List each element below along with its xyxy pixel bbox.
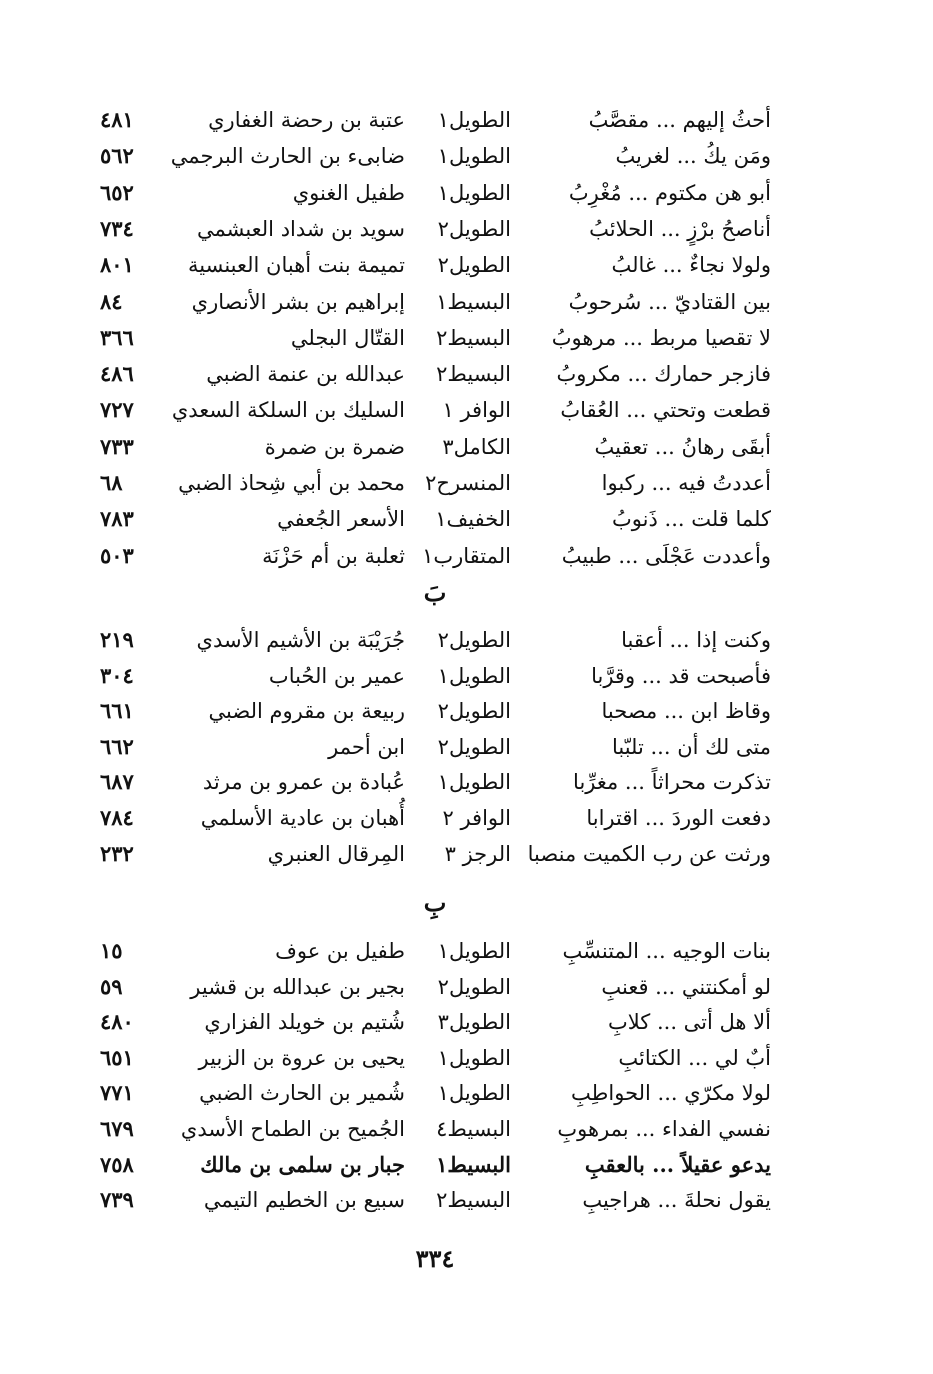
index-row — [0, 175, 933, 211]
page-reference: ٤٨٦ — [100, 361, 134, 387]
poet-name: يحيى بن عروة بن الزبير — [198, 1045, 405, 1070]
poet-name: ابن أحمر — [328, 734, 405, 759]
verse-incipit: تذكرت محراثاً ... مغرِّبا — [573, 770, 771, 795]
index-row — [0, 1075, 933, 1111]
verse-incipit: وأعددت عَجْلَى ... طبيبُ — [561, 543, 771, 568]
poet-name: ربيعة بن مقروم الضبي — [208, 699, 405, 724]
index-row — [0, 764, 933, 800]
page-reference: ١٥ — [100, 938, 123, 963]
meter-label: البسيط٢ — [436, 362, 511, 387]
index-row — [0, 138, 933, 174]
poet-name: عمير بن الحُباب — [268, 663, 405, 688]
index-row — [0, 969, 933, 1005]
meter-label: الرجز ٣ — [444, 841, 511, 866]
index-row — [0, 693, 933, 729]
page-reference: ٨٠١ — [100, 252, 134, 278]
verse-incipit: وكنت إذا ... أعقبا — [621, 628, 771, 652]
meter-label: الطويل١ — [437, 180, 511, 205]
page-reference: ٧٣٣ — [100, 433, 134, 459]
meter-label: الطويل٢ — [437, 974, 511, 999]
verse-incipit: بين القتاديّ ... سُرحوبُ — [568, 289, 771, 314]
poet-name: جبار بن سلمى بن مالك — [200, 1151, 405, 1177]
meter-label: الطويل٢ — [437, 734, 511, 759]
meter-label: الطويل١ — [437, 770, 511, 795]
meter-label: الوافر ٢ — [442, 806, 511, 830]
poet-name: شُتيم بن خويلد الفزاري — [204, 1010, 405, 1035]
verse-incipit: ورثت عن رب الكميت منصبا — [527, 841, 771, 866]
meter-label: الطويل١ — [437, 1081, 511, 1106]
index-row — [0, 658, 933, 694]
verse-incipit: فأصبحت قد ... وقرَّبا — [591, 663, 771, 688]
poet-name: محمد بن أبي شِحاذ الضبي — [178, 471, 405, 495]
index-row — [0, 320, 933, 356]
page-reference: ٣٦٦ — [100, 324, 134, 350]
verse-incipit: ولولا نجاءٌ ... غالبُ — [611, 253, 771, 278]
page-reference: ٢١٩ — [100, 627, 134, 652]
meter-label: الطويل٣ — [437, 1010, 511, 1035]
index-row — [0, 1004, 933, 1040]
poet-name: شُمير بن الحارث الضبي — [199, 1081, 405, 1106]
verse-incipit: أناصحُ برْزٍ ... الحلائبُ — [589, 216, 771, 241]
page-reference: ٧٢٧ — [100, 397, 134, 423]
verse-incipit: لا تقصيا مربط ... مرهوبُ — [551, 325, 771, 350]
index-row — [0, 933, 933, 969]
verse-incipit: أبقَى رهانُ ... تعقيبُ — [594, 434, 771, 459]
meter-label: الطويل١ — [437, 144, 511, 169]
poet-name: عتبة بن رحضة الغفاري — [208, 108, 405, 132]
page-reference: ٦٦١ — [100, 698, 134, 724]
page-reference: ٥٦٢ — [100, 143, 134, 169]
poet-name: تميمة بنت أهبان العبنسية — [188, 253, 405, 278]
meter-label: الخفيف١ — [435, 507, 511, 532]
page-reference: ٣٠٤ — [100, 662, 134, 688]
poet-name: جُرَيْبَة بن الأشيم الأسدي — [196, 628, 405, 652]
index-row — [0, 1111, 933, 1147]
meter-label: الطويل٢ — [437, 699, 511, 724]
verse-incipit: لو أمكنتني ... قعنبِ — [601, 974, 771, 999]
meter-label: المنسرح٢ — [425, 471, 511, 495]
verse-incipit: أحثُ إليهم ... مقصَّبُ — [588, 108, 771, 132]
meter-label: البسيط٤ — [436, 1117, 511, 1141]
meter-label: الطويل١ — [437, 663, 511, 688]
verse-incipit: وقاظ ابن ... مصحبا — [601, 699, 771, 724]
meter-label: الطويل١ — [437, 1045, 511, 1070]
meter-label: الطويل٢ — [437, 216, 511, 241]
poet-name: طفيل الغنوي — [292, 180, 405, 205]
poet-name: عُبادة بن عمرو بن مرثد — [202, 770, 405, 795]
meter-label: البسيط٢ — [436, 1188, 511, 1213]
meter-label: المتقارب١ — [422, 543, 511, 568]
page-reference: ٦٥١ — [100, 1044, 134, 1070]
meter-label: الطويل٢ — [437, 253, 511, 278]
poet-name: القتّال البجلي — [290, 325, 405, 350]
verse-incipit: أبٌ لي ... الكتائبِ — [618, 1045, 771, 1070]
page-reference: ٦٦٢ — [100, 733, 134, 759]
verse-incipit: ألا هل أتى ... كلابِ — [608, 1010, 771, 1035]
poet-name: عبدالله بن عنمة الضبي — [206, 362, 405, 387]
index-row — [0, 465, 933, 501]
index-row — [0, 1182, 933, 1218]
page-reference: ٥٠٣ — [100, 542, 134, 568]
section-heading-kasra: بِ — [423, 888, 447, 917]
index-row — [0, 356, 933, 392]
verse-incipit: يقول نحلةَ ... هراجيبِ — [582, 1188, 771, 1213]
poet-name: أُهبان بن عادية الأسلمي — [200, 806, 405, 830]
meter-label: البسيط١ — [436, 1151, 511, 1177]
page-reference: ٧٣٤ — [100, 215, 134, 241]
index-row — [0, 1040, 933, 1076]
meter-label: الوافر ١ — [442, 398, 511, 423]
page-reference: ٦٧٩ — [100, 1116, 134, 1141]
section-heading-fatha: بَ — [423, 578, 447, 607]
poet-name: السليك بن السلكة السعدي — [171, 398, 405, 423]
verse-incipit: أبو هن مكتوم ... مُغْرِبُ — [568, 180, 771, 205]
meter-label: الطويل١ — [437, 939, 511, 963]
verse-incipit: بنات الوجيه ... المتنسِّبِ — [562, 939, 771, 963]
verse-incipit: دفعت الوردَ ... اقترابا — [586, 806, 771, 830]
poet-name: ضمرة بن ضمرة — [264, 434, 405, 459]
poet-name: الأسعر الجُعفي — [277, 507, 405, 532]
page-reference: ٦٨٧ — [100, 769, 134, 795]
poet-name: بجير بن عبدالله بن قشير — [190, 974, 405, 999]
verse-incipit: نفسي الفداء ... بمرهوبِ — [557, 1117, 771, 1141]
index-row — [0, 501, 933, 537]
index-row — [0, 429, 933, 465]
index-row — [0, 836, 933, 872]
index-row — [0, 622, 933, 658]
poet-name: ضابىء بن الحارث البرجمي — [170, 144, 405, 169]
poet-name: إبراهيم بن بشر الأنصاري — [191, 289, 405, 314]
verse-incipit: أعددتُ فيه ... ركبوا — [601, 471, 771, 495]
page-reference: ٨٤ — [100, 288, 123, 314]
page-reference: ٥٩ — [100, 973, 123, 999]
page-reference: ٧٣٩ — [100, 1187, 134, 1213]
meter-label: البسيط١ — [436, 289, 511, 314]
page-reference: ٦٨ — [100, 470, 123, 495]
verse-incipit: يدعو عقيلاً ... بالعقبِ — [584, 1151, 771, 1177]
page-reference: ٤٨١ — [100, 107, 134, 132]
index-row — [0, 729, 933, 765]
poet-name: المِرقال العنبري — [267, 841, 405, 866]
poet-name: الجُميح بن الطماح الأسدي — [180, 1117, 405, 1141]
page-reference: ٤٨٠ — [100, 1009, 134, 1035]
page-reference: ٦٥٢ — [100, 179, 134, 205]
page-reference: ٢٣٢ — [100, 840, 134, 866]
meter-label: الطويل١ — [437, 108, 511, 132]
verse-incipit: قطعت وتحتي ... العُقابُ — [560, 398, 771, 423]
page-reference: ٧٨٣ — [100, 506, 134, 532]
index-row — [0, 1147, 933, 1183]
index-row — [0, 538, 933, 574]
verse-incipit: متى لك أن ... تلبّبا — [611, 734, 771, 759]
index-row — [0, 247, 933, 283]
meter-label: البسيط٢ — [436, 325, 511, 350]
verse-incipit: كلما قلت ... ذَنوبُ — [612, 507, 771, 532]
page-number: ٣٣٤ — [415, 1244, 455, 1273]
verse-incipit: لولا مكرّي ... الحواطِبِ — [571, 1081, 771, 1106]
page-reference: ٧٧١ — [100, 1080, 134, 1106]
index-row — [0, 392, 933, 428]
meter-label: الطويل٢ — [437, 628, 511, 652]
index-row — [0, 102, 933, 138]
index-row — [0, 211, 933, 247]
page-reference: ٧٨٤ — [100, 805, 134, 830]
poet-name: طفيل بن عوف — [275, 939, 405, 963]
index-row — [0, 800, 933, 836]
index-row — [0, 284, 933, 320]
meter-label: الكامل٣ — [442, 434, 511, 459]
page-reference: ٧٥٨ — [100, 1151, 134, 1177]
verse-incipit: ومَن يكُ ... لغريبُ — [615, 144, 771, 169]
poet-name: سبيع بن الخطيم التيمي — [203, 1188, 405, 1213]
poet-name: ثعلبة بن أم حَزْنَة — [262, 543, 405, 568]
verse-incipit: فازجر حمارك ... مكروبُ — [556, 362, 771, 387]
poet-name: سويد بن شداد العبشمي — [196, 216, 405, 241]
